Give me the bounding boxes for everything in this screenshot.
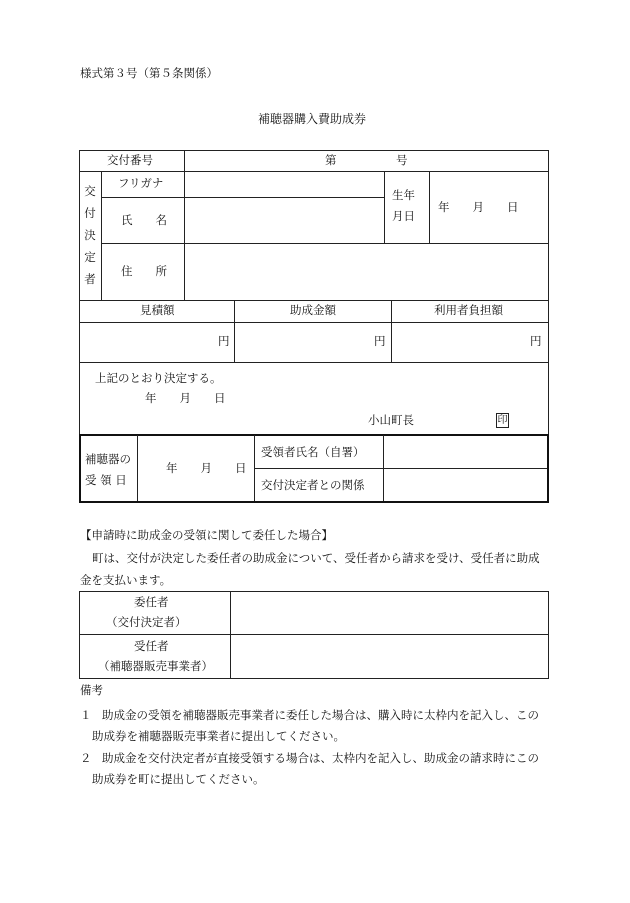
issue-number-suffix: 号	[396, 153, 408, 167]
note-1-line1: 助成金の受領を補聴器販売事業者に委任した場合は、購入時に太枠内を記入し、この	[102, 708, 539, 722]
issue-number-prefix: 第	[325, 153, 337, 167]
name-field[interactable]	[186, 199, 382, 241]
signer-name-field[interactable]	[385, 437, 545, 467]
recipient-vertical-label: 交 付 決 定 者	[84, 184, 96, 286]
signer-name-label: 受領者氏名（自署）	[261, 445, 365, 459]
relation-field[interactable]	[385, 470, 545, 500]
address-field[interactable]	[186, 245, 546, 298]
estimate-yen: 円	[218, 334, 230, 348]
note-2-line2: 助成券を町に提出してください。	[92, 772, 265, 786]
delegator-label: 委任者	[134, 595, 169, 609]
delegate-label: 受任者	[134, 639, 169, 653]
subsidy-yen: 円	[374, 334, 386, 348]
delegation-heading: 【申請時に助成金の受領に関して委任した場合】	[80, 528, 333, 542]
user-burden-label: 利用者負担額	[434, 303, 503, 317]
receipt-date-field[interactable]: 年 月 日	[166, 461, 247, 475]
seal-mark: 印	[497, 415, 508, 426]
issue-number-field[interactable]	[186, 152, 546, 170]
birth-label-line1: 生年	[392, 188, 415, 202]
birth-label-line2: 月日	[392, 209, 415, 223]
subsidy-amount-field[interactable]	[236, 324, 389, 360]
address-label: 住 所	[121, 264, 167, 278]
mayor-title: 小山町長	[368, 413, 414, 427]
form-number: 様式第３号（第５条関係）	[80, 66, 218, 80]
subsidy-label: 助成金額	[290, 303, 336, 317]
estimate-amount-field[interactable]	[81, 324, 232, 360]
receipt-date-label-line2: 受 領 日	[85, 473, 127, 487]
user-burden-yen: 円	[530, 334, 542, 348]
note-1-number: １	[80, 708, 92, 722]
relation-label: 交付決定者との関係	[261, 478, 365, 492]
user-burden-amount-field[interactable]	[393, 324, 546, 360]
delegation-body-line1: 町は、交付が決定した委任者の助成金について、受任者から請求を受け、受任者に助成	[92, 551, 540, 565]
delegator-field[interactable]	[232, 593, 546, 633]
name-label: 氏 名	[121, 213, 167, 227]
estimate-label: 見積額	[140, 303, 175, 317]
decision-date[interactable]: 年 月 日	[145, 391, 226, 405]
note-2-number: ２	[80, 751, 92, 765]
notes-heading: 備考	[80, 683, 103, 697]
delegate-field[interactable]	[232, 636, 546, 677]
page-title: 補聴器購入費助成券	[258, 112, 367, 126]
issue-number-label: 交付番号	[107, 153, 153, 167]
furigana-field[interactable]	[186, 173, 382, 195]
delegation-body-line2: 金を支払います。	[80, 573, 172, 587]
note-2-line1: 助成金を交付決定者が直接受領する場合は、太枠内を記入し、助成金の請求時にこの	[102, 751, 539, 765]
delegator-sub-label: （交付決定者）	[106, 615, 187, 629]
receipt-date-label-line1: 補聴器の	[85, 452, 131, 466]
delegate-sub-label: （補聴器販売事業者）	[98, 659, 213, 673]
decision-text: 上記のとおり決定する。	[95, 371, 222, 385]
birth-date-field[interactable]: 年 月 日	[438, 200, 519, 214]
note-1-line2: 助成券を補聴器販売事業者に提出してください。	[92, 729, 345, 743]
furigana-label: フリガナ	[118, 176, 164, 190]
